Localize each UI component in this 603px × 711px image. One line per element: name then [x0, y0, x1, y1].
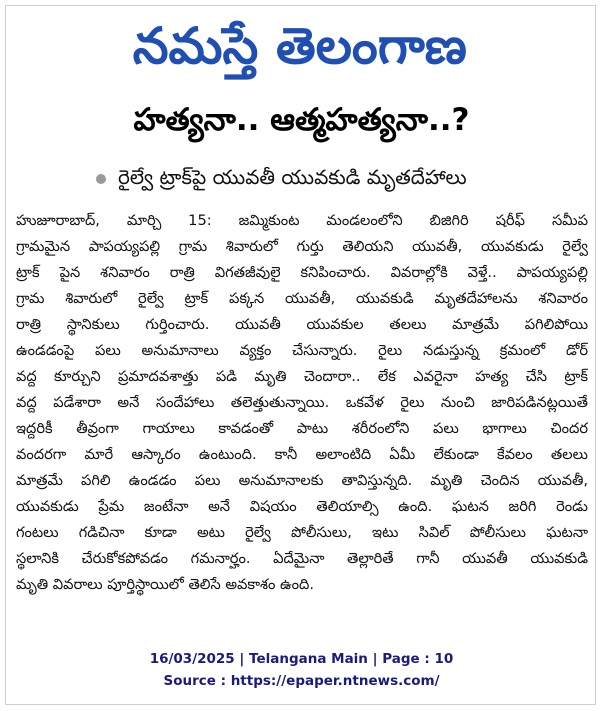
- article-line: మాత్రమే పగిలి ఉండడం పలు అనుమానాలకు తావిస్తున్నది. మృతి చెందిన యువతీ,: [16, 472, 588, 489]
- article-body: [16, 208, 588, 624]
- article-line: మృతి వివరాలు పూర్తిస్థాయిలో తెలిసే అవకాశం ఉంది.: [16, 576, 314, 593]
- article-line: ట్రాక్ పైన శనివారం రాత్రి విగతజీవులై కనిపించారు. వివరాల్లోకి వెళ్తే.. పాపయ్యపల్లి: [16, 264, 588, 281]
- article-line: యువకుడు ప్రేమ జంటేనా అనే విషయం తెలియాల్సి ఉంది. ఘటన జరిగి రెండు: [16, 498, 588, 515]
- article-line: వద్ద కూర్చుని ప్రమాదవశాత్తు పడి మృతి చెందారా.. లేక ఎవరైనా హత్య చేసి ట్రాక్: [16, 368, 588, 385]
- masthead-title: నమస్తే తెలంగాణ: [132, 17, 468, 75]
- article-subhead: [96, 163, 566, 195]
- article-line: ఇద్దరికీ తీవ్రంగా గాయాలు కావడంతో పాటు శరీరంలోని పలు భాగాలు చిందర: [16, 420, 588, 437]
- newspaper-masthead: [95, 8, 505, 84]
- article-line: గ్రామ శివారులో రైల్వే ట్రాక్ పక్కన యువతీ, యువకుడి మృతదేహాలను శనివారం: [16, 290, 588, 307]
- article-line: గంటలు గడిచినా కూడా అటు రైల్వే పోలీసులు, ఇటు సివిల్ పోలీసులు ఘటనా: [16, 524, 588, 541]
- bullet-icon: [96, 174, 106, 184]
- source-link[interactable]: Source : https://epaper.ntnews.com/: [163, 673, 440, 689]
- article-line: వందరగా మారే ఆస్కారం ఉంటుంది. కానీ అలాంటిది ఏమీ లేకుండా కేవలం తలలు: [16, 446, 588, 463]
- article-line: గ్రామమైన పాపయ్యపల్లి గ్రామ శివారులో గుర్తు తెలియని యువతీ, యువకుడు రైల్వే: [16, 238, 588, 255]
- article-line: రాత్రి స్థానికులు గుర్తించారు. యువతీ యువకుల తలలు మాత్రమే పగిలిపోయి: [16, 316, 588, 333]
- article-headline: హత్యనా.. ఆత్మహత్యనా..?: [133, 102, 470, 138]
- article-line: ఉండడంపై పలు అనుమానాలు వ్యక్తం చేసున్నారు. రైలు నడుస్తున్న క్రమంలో డోర్: [16, 342, 588, 359]
- clipping-footer: [0, 648, 603, 692]
- subhead-text: రైల్వే ట్రాక్‌పై యువతీ యువకుడి మృతదేహాలు: [118, 164, 467, 189]
- edition-info: 16/03/2025 | Telangana Main | Page : 10: [149, 651, 454, 667]
- article-line: హుజూరాబాద్, మార్చి 15: జమ్మికుంట మండలంలోని బిజిగిరి షరీఫ్ సమీప: [16, 212, 588, 229]
- article-line: స్థలానికి చేరుకోకపోవడం గమనార్హం. ఏదేమైనా తెల్లారితే గానీ యువతీ యువకుడి: [16, 550, 588, 567]
- article-line: వద్ద పడేశారా అనే సందేహాలు తలెత్తుతున్నాయి. ఒకవేళ రైలు నుంచి జారిపడినట్లయితే: [16, 394, 588, 411]
